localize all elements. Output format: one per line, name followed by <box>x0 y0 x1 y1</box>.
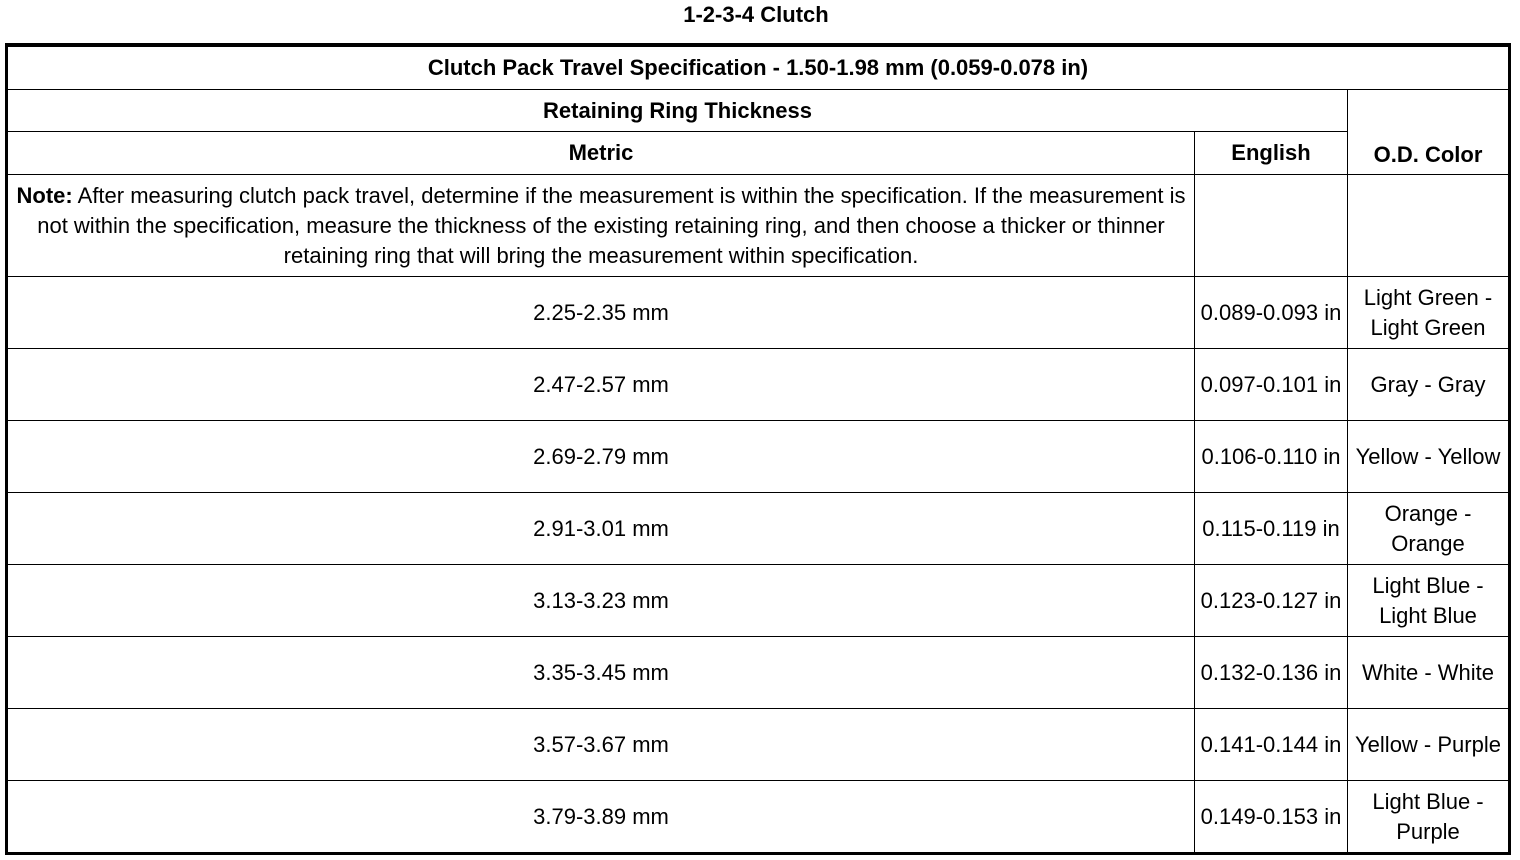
color-cell: Orange - Orange <box>1348 493 1510 565</box>
metric-cell: 3.13-3.23 mm <box>7 565 1195 637</box>
color-cell: Light Blue - Light Blue <box>1348 565 1510 637</box>
color-cell: Gray - Gray <box>1348 349 1510 421</box>
english-cell: 0.149-0.153 in <box>1195 781 1348 854</box>
english-cell: 0.132-0.136 in <box>1195 637 1348 709</box>
english-cell: 0.106-0.110 in <box>1195 421 1348 493</box>
color-cell: Yellow - Purple <box>1348 709 1510 781</box>
metric-cell: 2.47-2.57 mm <box>7 349 1195 421</box>
clutch-pack-travel-spec-header: Clutch Pack Travel Specification - 1.50-1.98 mm (0.059-0.078 in) <box>7 47 1510 90</box>
metric-cell: 2.91-3.01 mm <box>7 493 1195 565</box>
note-text: After measuring clutch pack travel, determine if the measurement is within the specification. If the measurement is not within the specification, measure the thickness of the existing retaining ring, and then choose a thicker or thinner retaining ring that will bring the measurement within specification. <box>37 182 1186 268</box>
color-cell: Light Blue - Purple <box>1348 781 1510 854</box>
table-row <box>7 565 1510 637</box>
od-color-column-header: O.D. Color <box>1348 90 1510 175</box>
metric-cell: 2.25-2.35 mm <box>7 277 1195 349</box>
table-row <box>7 709 1510 781</box>
table-row <box>7 781 1510 854</box>
metric-cell: 3.79-3.89 mm <box>7 781 1195 854</box>
english-cell: 0.115-0.119 in <box>1195 493 1348 565</box>
metric-cell: 3.57-3.67 mm <box>7 709 1195 781</box>
table-row <box>7 493 1510 565</box>
metric-cell: 3.35-3.45 mm <box>7 637 1195 709</box>
color-cell: Light Green - Light Green <box>1348 277 1510 349</box>
color-cell: Yellow - Yellow <box>1348 421 1510 493</box>
metric-cell: 2.69-2.79 mm <box>7 421 1195 493</box>
table-row <box>7 421 1510 493</box>
table-row <box>7 277 1510 349</box>
table-row <box>7 637 1510 709</box>
color-cell: White - White <box>1348 637 1510 709</box>
retaining-ring-thickness-header: Retaining Ring Thickness <box>7 90 1348 132</box>
retaining-ring-spec-table <box>5 43 1511 855</box>
metric-column-header: Metric <box>7 132 1195 175</box>
english-cell: 0.123-0.127 in <box>1195 565 1348 637</box>
note-english-empty-cell <box>1195 175 1348 277</box>
english-cell: 0.097-0.101 in <box>1195 349 1348 421</box>
english-column-header: English <box>1195 132 1348 175</box>
english-cell: 0.141-0.144 in <box>1195 709 1348 781</box>
note-color-empty-cell <box>1348 175 1510 277</box>
note-cell <box>7 175 1195 277</box>
english-cell: 0.089-0.093 in <box>1195 277 1348 349</box>
document-title: 1-2-3-4 Clutch <box>683 2 829 27</box>
table-row <box>7 349 1510 421</box>
note-label: Note: <box>16 182 73 208</box>
